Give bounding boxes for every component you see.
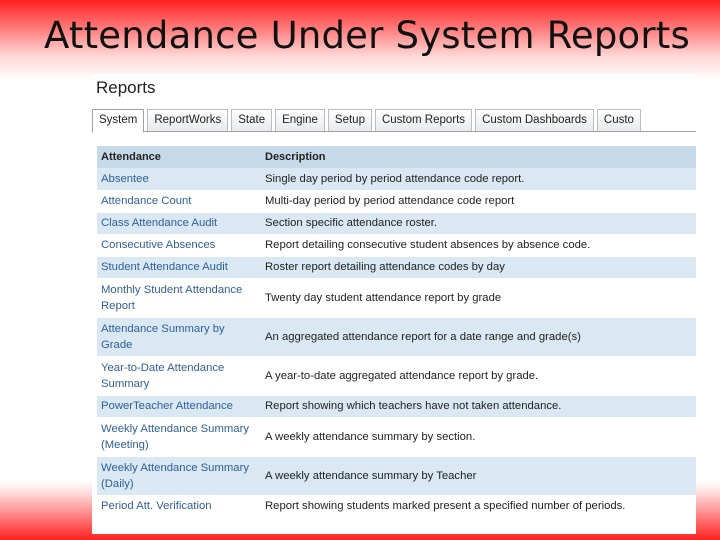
table-row xyxy=(97,456,696,495)
report-link[interactable]: PowerTeacher Attendance xyxy=(97,395,261,417)
report-description: Twenty day student attendance report by grade xyxy=(261,278,696,317)
report-link[interactable]: Period Att. Verification xyxy=(97,495,261,517)
slide-title: Attendance Under System Reports xyxy=(44,14,690,57)
report-description: Report detailing consecutive student absences by absence code. xyxy=(261,234,696,256)
report-link[interactable]: Attendance Count xyxy=(97,190,261,212)
tab-engine[interactable]: Engine xyxy=(275,109,325,131)
report-link[interactable]: Year-to-Date Attendance Summary xyxy=(97,356,261,395)
table-row xyxy=(97,190,696,212)
table-row xyxy=(97,168,696,190)
table-row xyxy=(97,212,696,234)
table-row xyxy=(97,317,696,356)
report-description: A year-to-date aggregated attendance report by grade. xyxy=(261,356,696,395)
report-link[interactable]: Attendance Summary by Grade xyxy=(97,317,261,356)
table-row xyxy=(97,256,696,278)
table-row xyxy=(97,395,696,417)
table-row xyxy=(97,417,696,456)
tab-custom-truncated[interactable]: Custo xyxy=(597,109,641,131)
report-description: A weekly attendance summary by Teacher xyxy=(261,456,696,495)
report-description: A weekly attendance summary by section. xyxy=(261,417,696,456)
report-link[interactable]: Class Attendance Audit xyxy=(97,212,261,234)
table-row xyxy=(97,356,696,395)
column-header-description: Description xyxy=(261,146,696,168)
report-tabs xyxy=(92,109,696,132)
tab-custom-reports[interactable]: Custom Reports xyxy=(375,109,472,131)
report-link[interactable]: Student Attendance Audit xyxy=(97,256,261,278)
report-description: Roster report detailing attendance codes by day xyxy=(261,256,696,278)
table-row xyxy=(97,234,696,256)
report-description: Report showing students marked present a specified number of periods. xyxy=(261,495,696,517)
column-header-attendance: Attendance xyxy=(97,146,261,168)
page-heading: Reports xyxy=(96,78,156,97)
reports-screenshot xyxy=(92,74,696,534)
attendance-reports-table xyxy=(97,146,696,518)
table-header-row xyxy=(97,146,696,168)
tab-custom-dashboards[interactable]: Custom Dashboards xyxy=(475,109,594,131)
tab-setup[interactable]: Setup xyxy=(328,109,372,131)
table-row xyxy=(97,495,696,517)
report-description: Multi-day period by period attendance code report xyxy=(261,190,696,212)
table-row xyxy=(97,278,696,317)
report-link[interactable]: Monthly Student Attendance Report xyxy=(97,278,261,317)
tab-state[interactable]: State xyxy=(231,109,272,131)
report-link[interactable]: Absentee xyxy=(97,168,261,190)
tab-system[interactable]: System xyxy=(92,109,144,133)
report-description: An aggregated attendance report for a date range and grade(s) xyxy=(261,317,696,356)
report-description: Report showing which teachers have not taken attendance. xyxy=(261,395,696,417)
report-link[interactable]: Consecutive Absences xyxy=(97,234,261,256)
tab-reportworks[interactable]: ReportWorks xyxy=(147,109,228,131)
report-link[interactable]: Weekly Attendance Summary (Daily) xyxy=(97,456,261,495)
report-description: Section specific attendance roster. xyxy=(261,212,696,234)
report-description: Single day period by period attendance code report. xyxy=(261,168,696,190)
report-link[interactable]: Weekly Attendance Summary (Meeting) xyxy=(97,417,261,456)
